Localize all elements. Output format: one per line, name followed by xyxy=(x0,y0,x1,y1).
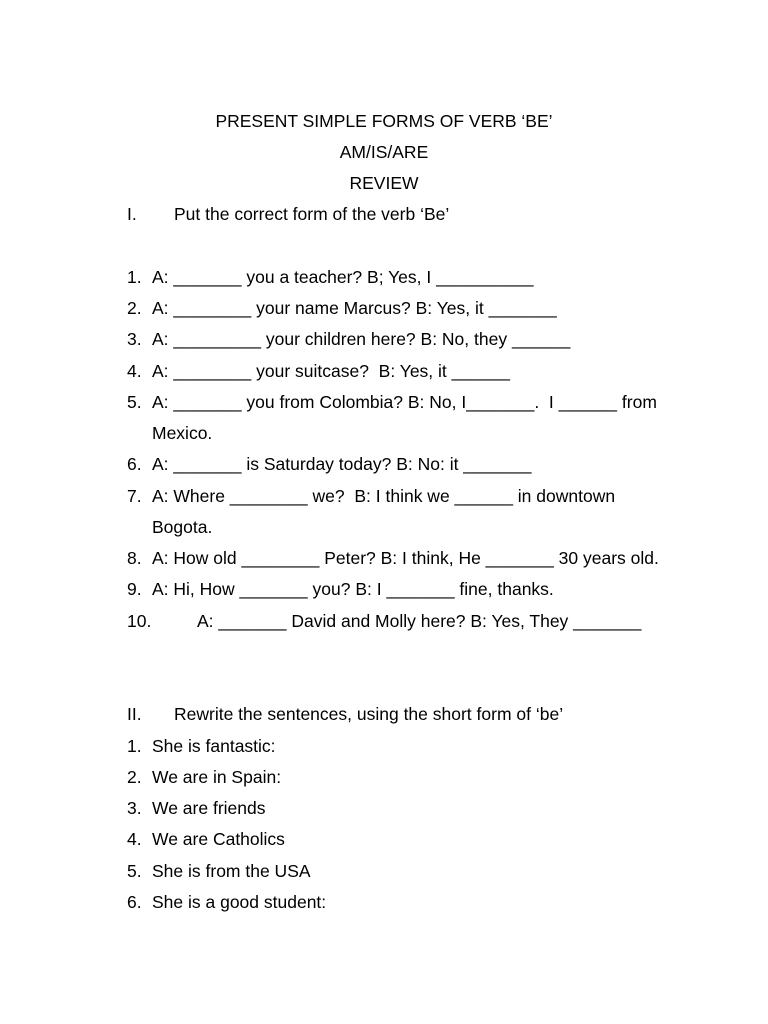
list-item xyxy=(0,481,768,544)
document-subtitle: AM/IS/ARE xyxy=(339,141,429,162)
item-number: 10. xyxy=(127,610,152,631)
list-item xyxy=(0,824,768,855)
item-number: 4. xyxy=(127,360,142,381)
item-text: A: How old ________ Peter? B: I think, He _______ 30 years old. xyxy=(152,548,659,568)
list-item xyxy=(0,762,768,793)
item-number: 2. xyxy=(127,298,142,318)
document-review-label: REVIEW xyxy=(349,173,419,193)
item-text: She is fantastic: xyxy=(152,735,276,756)
list-item xyxy=(0,731,768,762)
item-number: 5. xyxy=(127,391,142,412)
item-number: 2. xyxy=(127,766,142,787)
item-number: 5. xyxy=(127,860,142,881)
item-number: 3. xyxy=(127,798,142,818)
item-text: A: _______ you a teacher? B; Yes, I __________ xyxy=(152,266,534,287)
item-text: We are friends xyxy=(152,798,266,818)
item-text: She is from the USA xyxy=(152,860,311,881)
list-item xyxy=(0,793,768,824)
item-number: 3. xyxy=(127,329,142,350)
item-text-continued: Bogota. xyxy=(152,516,213,537)
list-item xyxy=(0,449,768,480)
item-number: 6. xyxy=(127,891,142,912)
item-text: We are in Spain: xyxy=(152,766,282,787)
list-item xyxy=(0,606,768,637)
section-2-numeral: II. xyxy=(127,704,142,725)
section-2-instruction: Rewrite the sentences, using the short form of ‘be’ xyxy=(174,704,564,725)
section-1-numeral: I. xyxy=(127,204,137,225)
list-item xyxy=(0,887,768,918)
item-number: 1. xyxy=(127,266,142,287)
item-text: A: _______ is Saturday today? B: No: it _______ xyxy=(152,454,532,475)
item-text: A: ________ your suitcase? B: Yes, it ______ xyxy=(152,360,511,381)
item-text: A: Where ________ we? B: I think we ______ in downtown xyxy=(152,485,616,506)
item-number: 9. xyxy=(127,579,142,600)
item-text: A: _________ your children here? B: No, they ______ xyxy=(152,329,571,350)
list-item xyxy=(0,543,768,574)
item-number: 8. xyxy=(127,548,142,568)
item-number: 1. xyxy=(127,735,142,756)
item-text: A: Hi, How _______ you? B: I _______ fine, thanks. xyxy=(152,579,554,600)
blank-space xyxy=(0,637,768,700)
item-number: 6. xyxy=(127,454,142,475)
list-item xyxy=(0,574,768,605)
blank-line xyxy=(0,231,768,262)
item-number: 7. xyxy=(127,485,142,506)
item-text-continued: Mexico. xyxy=(152,423,213,443)
section-2-heading xyxy=(0,699,768,730)
item-text: We are Catholics xyxy=(152,829,285,850)
list-item xyxy=(0,356,768,387)
item-text: A: _______ you from Colombia? B: No, I_______. I ______ from xyxy=(152,391,657,412)
list-item xyxy=(0,387,768,450)
section-2-list xyxy=(0,731,768,919)
document-page xyxy=(0,106,768,919)
document-title: PRESENT SIMPLE FORMS OF VERB ‘BE’ xyxy=(215,110,553,131)
section-1-list xyxy=(0,262,768,637)
list-item xyxy=(0,856,768,887)
item-text: A: _______ David and Molly here? B: Yes, They _______ xyxy=(197,610,642,631)
section-1-instruction: Put the correct form of the verb ‘Be’ xyxy=(174,204,450,225)
list-item xyxy=(0,262,768,293)
item-text: She is a good student: xyxy=(152,891,327,912)
item-text: A: ________ your name Marcus? B: Yes, it _______ xyxy=(152,298,557,318)
section-1-heading xyxy=(0,199,768,230)
item-number: 4. xyxy=(127,829,142,850)
list-item xyxy=(0,293,768,324)
list-item xyxy=(0,324,768,355)
